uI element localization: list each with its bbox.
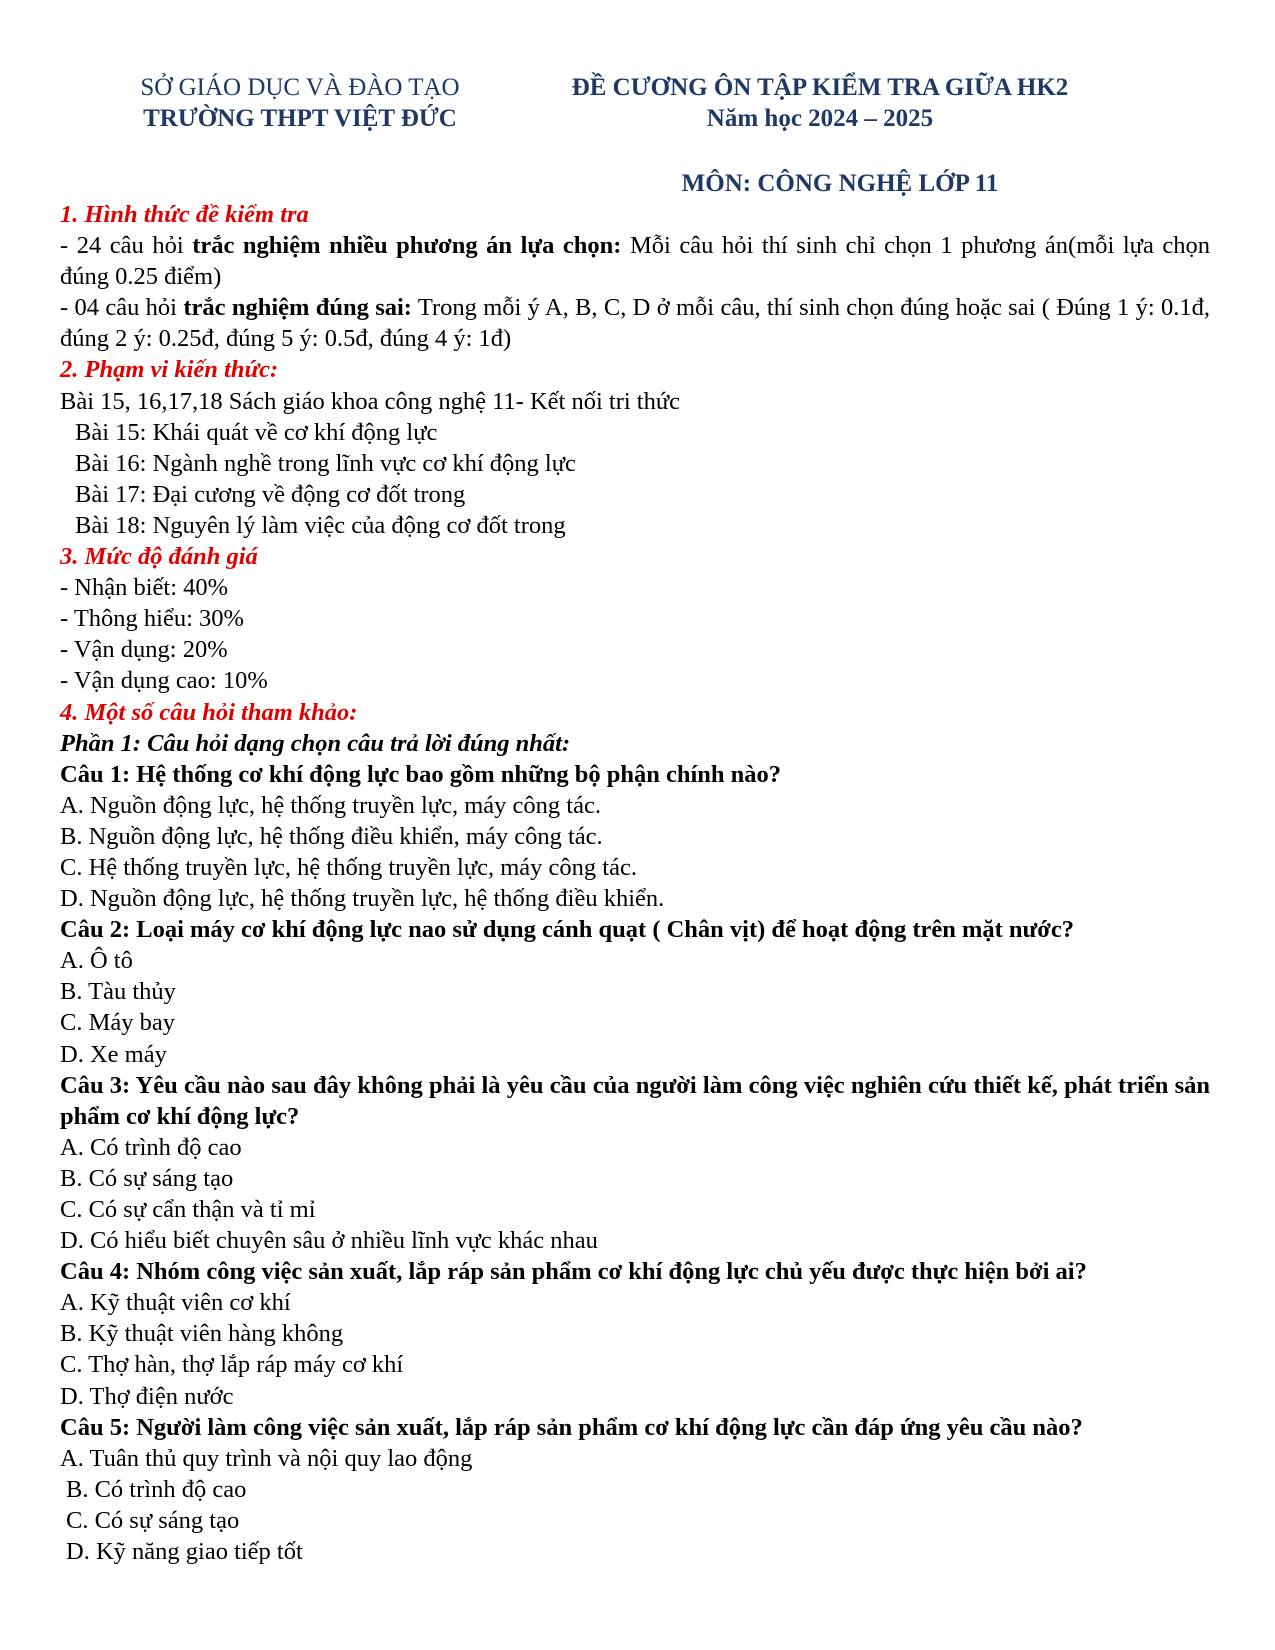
section-2-title: 2. Phạm vi kiến thức: bbox=[60, 356, 279, 384]
header-right bbox=[520, 72, 1120, 134]
level-item: - Thông hiểu: 30% bbox=[60, 605, 244, 633]
option-b: B. Tàu thủy bbox=[60, 978, 176, 1006]
school-name: TRƯỜNG THPT VIỆT ĐỨC bbox=[143, 105, 457, 132]
option-d: D. Nguồn động lực, hệ thống truyền lực, hệ thống điều khiển. bbox=[60, 885, 665, 913]
document-body bbox=[60, 199, 1210, 1567]
option-b: B. Có sự sáng tạo bbox=[60, 1164, 234, 1192]
school-year: Năm học 2024 – 2025 bbox=[706, 105, 934, 132]
section-1-item-1: - 24 câu hỏi trắc nghiệm nhiều phương án lựa chọn: Mỗi câu hỏi thí sinh chỉ chọn 1 phương án(mỗi lựa chọn đúng 0.25 điểm) bbox=[60, 232, 1211, 291]
option-c: C. Thợ hàn, thợ lắp ráp máy cơ khí bbox=[60, 1351, 404, 1379]
option-a: A. Ô tô bbox=[60, 947, 133, 975]
level-item: - Vận dụng: 20% bbox=[60, 636, 228, 664]
option-a: A. Nguồn động lực, hệ thống truyền lực, máy công tác. bbox=[60, 791, 601, 819]
document-title: ĐỀ CƯƠNG ÔN TẬP KIỂM TRA GIỮA HK2 bbox=[571, 74, 1069, 101]
option-c: C. Hệ thống truyền lực, hệ thống truyền lực, máy công tác. bbox=[60, 853, 637, 881]
lesson-item: Bài 17: Đại cương về động cơ đốt trong bbox=[75, 480, 466, 508]
option-d: D. Thợ điện nước bbox=[60, 1382, 234, 1410]
lesson-item: Bài 15: Khái quát về cơ khí động lực bbox=[75, 418, 438, 446]
option-b: B. Kỹ thuật viên hàng không bbox=[60, 1320, 344, 1348]
level-item: - Vận dụng cao: 10% bbox=[60, 667, 268, 695]
section-2-intro: Bài 15, 16,17,18 Sách giáo khoa công nghệ 11- Kết nối tri thức bbox=[60, 387, 680, 415]
section-3-title: 3. Mức độ đánh giá bbox=[60, 543, 258, 571]
option-d: D. Có hiểu biết chuyên sâu ở nhiều lĩnh vực khác nhau bbox=[60, 1227, 598, 1255]
subject-title: MÔN: CÔNG NGHỆ LỚP 11 bbox=[681, 170, 999, 197]
option-c: C. Có sự cẩn thận và tỉ mỉ bbox=[60, 1196, 316, 1223]
section-1-title: 1. Hình thức đề kiểm tra bbox=[60, 201, 309, 228]
question-2: Câu 2: Loại máy cơ khí động lực nao sử dụng cánh quạt ( Chân vịt) để hoạt động trên mặt nước? bbox=[60, 916, 1074, 944]
header-left bbox=[100, 72, 500, 134]
lesson-item: Bài 16: Ngành nghề trong lĩnh vực cơ khí động lực bbox=[75, 449, 576, 477]
option-b: B. Nguồn động lực, hệ thống điều khiển, máy công tác. bbox=[60, 822, 603, 850]
department-name: SỞ GIÁO DỤC VÀ ĐÀO TẠO bbox=[140, 74, 460, 101]
question-3: Câu 3: Yêu cầu nào sau đây không phải là yêu cầu của người làm công việc nghiên cứu thiết kế, phát triển sản phẩm cơ khí động lực? bbox=[60, 1071, 1210, 1130]
part-1-title: Phần 1: Câu hỏi dạng chọn câu trả lời đúng nhất: bbox=[60, 729, 571, 757]
question-1: Câu 1: Hệ thống cơ khí động lực bao gồm những bộ phận chính nào? bbox=[60, 760, 782, 788]
option-b: B. Có trình độ cao bbox=[66, 1475, 247, 1503]
section-1-item-2: - 04 câu hỏi trắc nghiệm đúng sai: Trong mỗi ý A, B, C, D ở mỗi câu, thí sinh chọn đúng hoặc sai ( Đúng 1 ý: 0.1đ, đúng 2 ý: 0.25đ, đúng 5 ý: 0.5đ, đúng 4 ý: 1đ) bbox=[60, 294, 1210, 353]
question-5: Câu 5: Người làm công việc sản xuất, lắp ráp sản phẩm cơ khí động lực cần đáp ứng yêu cầu nào? bbox=[60, 1413, 1083, 1441]
question-4: Câu 4: Nhóm công việc sản xuất, lắp ráp sản phẩm cơ khí động lực chủ yếu được thực hiện bởi ai? bbox=[60, 1258, 1087, 1286]
option-d: D. Xe máy bbox=[60, 1040, 167, 1068]
option-a: A. Có trình độ cao bbox=[60, 1133, 242, 1161]
option-c: C. Có sự sáng tạo bbox=[66, 1506, 240, 1534]
lesson-item: Bài 18: Nguyên lý làm việc của động cơ đốt trong bbox=[75, 511, 566, 539]
option-c: C. Máy bay bbox=[60, 1009, 175, 1037]
section-4-title: 4. Một số câu hỏi tham khảo: bbox=[60, 698, 358, 726]
level-item: - Nhận biết: 40% bbox=[60, 574, 229, 602]
option-d: D. Kỹ năng giao tiếp tốt bbox=[66, 1538, 303, 1566]
option-a: A. Kỹ thuật viên cơ khí bbox=[60, 1289, 291, 1317]
option-a: A. Tuân thủ quy trình và nội quy lao động bbox=[60, 1444, 473, 1472]
